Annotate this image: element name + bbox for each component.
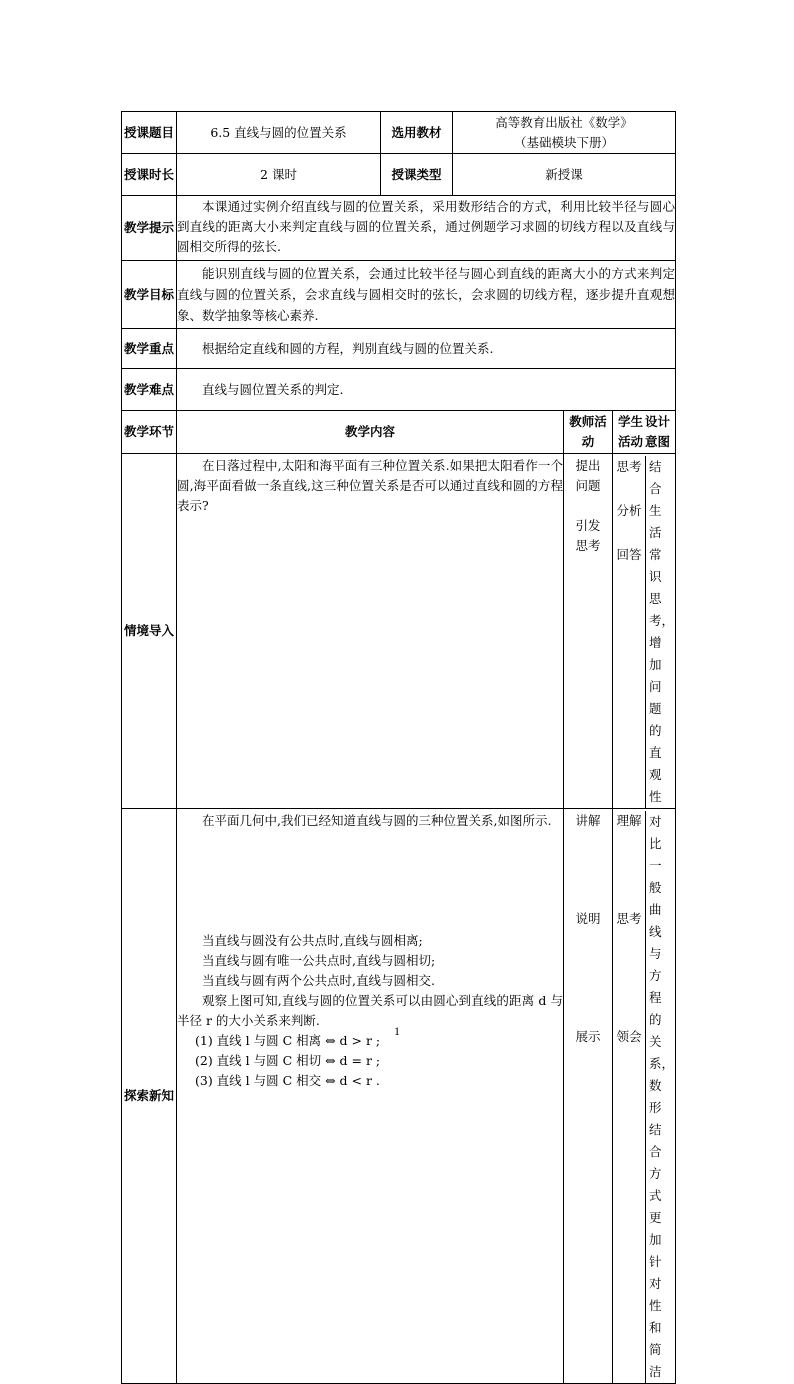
explore-p2: 观察上图可知,直线与圆的位置关系可以由圆心到直线的距离 d 与半径 r 的大小关系来判断. [177,993,563,1028]
content-header: 教学内容 [177,411,564,454]
intro-teacher-1: 提出 [575,458,601,473]
tips-row [122,196,676,261]
explore-l1: 当直线与圆没有公共点时,直线与圆相离; [202,933,423,948]
explore-p1: 在平面几何中,我们已经知道直线与圆的三种位置关系,如图所示. [202,813,552,828]
explore-teacher: 讲解 说明 展示 [564,809,613,1384]
tips-text: 本课通过实例介绍直线与圆的位置关系，采用数形结合的方式，利用比较半径与圆心到直线的距离大小来判定直线与圆的位置关系，通过例题学习求圆的切线方程以及直线与圆相交所得的弦长. [177,196,676,261]
column-header-row [122,411,676,454]
figure-placeholder [177,831,563,931]
textbook-label: 选用教材 [381,112,453,154]
topic-label: 授课题目 [122,112,177,154]
tips-label: 教学提示 [122,196,177,261]
type-value: 新授课 [453,154,676,196]
topic-value: 6.5 直线与圆的位置关系 [177,112,381,154]
intro-design: 结合生活常识思考，增加问题的直观性 [645,456,675,808]
explore-c3: (3) 直线 l 与圆 C 相交 ⇔ d < r . [195,1073,380,1088]
page-number: 1 [394,1024,400,1038]
duration-value: 2 课时 [177,154,381,196]
textbook-value-line2: （基础模块下册） [513,134,614,150]
goals-row [122,261,676,329]
explore-l3: 当直线与圆有两个公共点时,直线与圆相交. [202,973,435,988]
explore-student: 理解 思考 领会 [616,813,642,1044]
student-header: 学生活动 [617,414,643,449]
keypoint-row [122,329,676,369]
intro-teacher [564,454,613,809]
design-header: 设计意图 [644,414,670,449]
difficulty-row [122,369,676,411]
explore-stage: 探索新知 [122,809,177,1384]
difficulty-label: 教学难点 [122,369,177,411]
keypoint-text: 根据给定直线和圆的方程，判别直线与圆的位置关系. [177,329,676,369]
intro-student-design [613,454,676,809]
explore-c1: (1) 直线 l 与圆 C 相离 ⇔ d > r ; [195,1033,381,1048]
explore-l2: 当直线与圆有唯一公共点时,直线与圆相切; [202,953,436,968]
intro-teacher-4: 思考 [575,538,601,553]
textbook-value-line1: 高等教育出版社《数学》 [495,114,633,130]
explore-design: 对比一般曲线与方程的关系，数形结合方式更加针对性和简洁 [645,811,675,1383]
intro-teacher-3: 引发 [575,518,601,533]
type-label: 授课类型 [381,154,453,196]
student-design-headers [613,411,676,454]
textbook-value [453,112,676,154]
keypoint-label: 教学重点 [122,329,177,369]
topic-row [122,112,676,154]
teacher-header: 教师活动 [564,411,613,454]
explore-student-design [613,809,676,1384]
intro-row [122,454,676,809]
explore-c2: (2) 直线 l 与圆 C 相切 ⇔ d = r ; [195,1053,381,1068]
intro-student: 思考 分析 回答 [616,459,642,562]
duration-row [122,154,676,196]
duration-label: 授课时长 [122,154,177,196]
goals-label: 教学目标 [122,261,177,329]
intro-stage: 情境导入 [122,454,177,809]
explore-row [122,809,676,1384]
difficulty-text: 直线与圆位置关系的判定. [177,369,676,411]
goals-text: 能识别直线与圆的位置关系，会通过比较半径与圆心到直线的距离大小的方式来判定直线与圆的位置关系，会求直线与圆相交时的弦长，会求圆的切线方程，逐步提升直观想象、数学抽象等核心素养. [177,261,676,329]
explore-content [177,809,564,1384]
stage-header: 教学环节 [122,411,177,454]
lesson-plan-table [121,111,676,1384]
intro-content: 在日落过程中,太阳和海平面有三种位置关系.如果把太阳看作一个圆,海平面看做一条直线,这三种位置关系是否可以通过直线和圆的方程表示? [177,454,564,809]
intro-teacher-2: 问题 [575,478,601,493]
